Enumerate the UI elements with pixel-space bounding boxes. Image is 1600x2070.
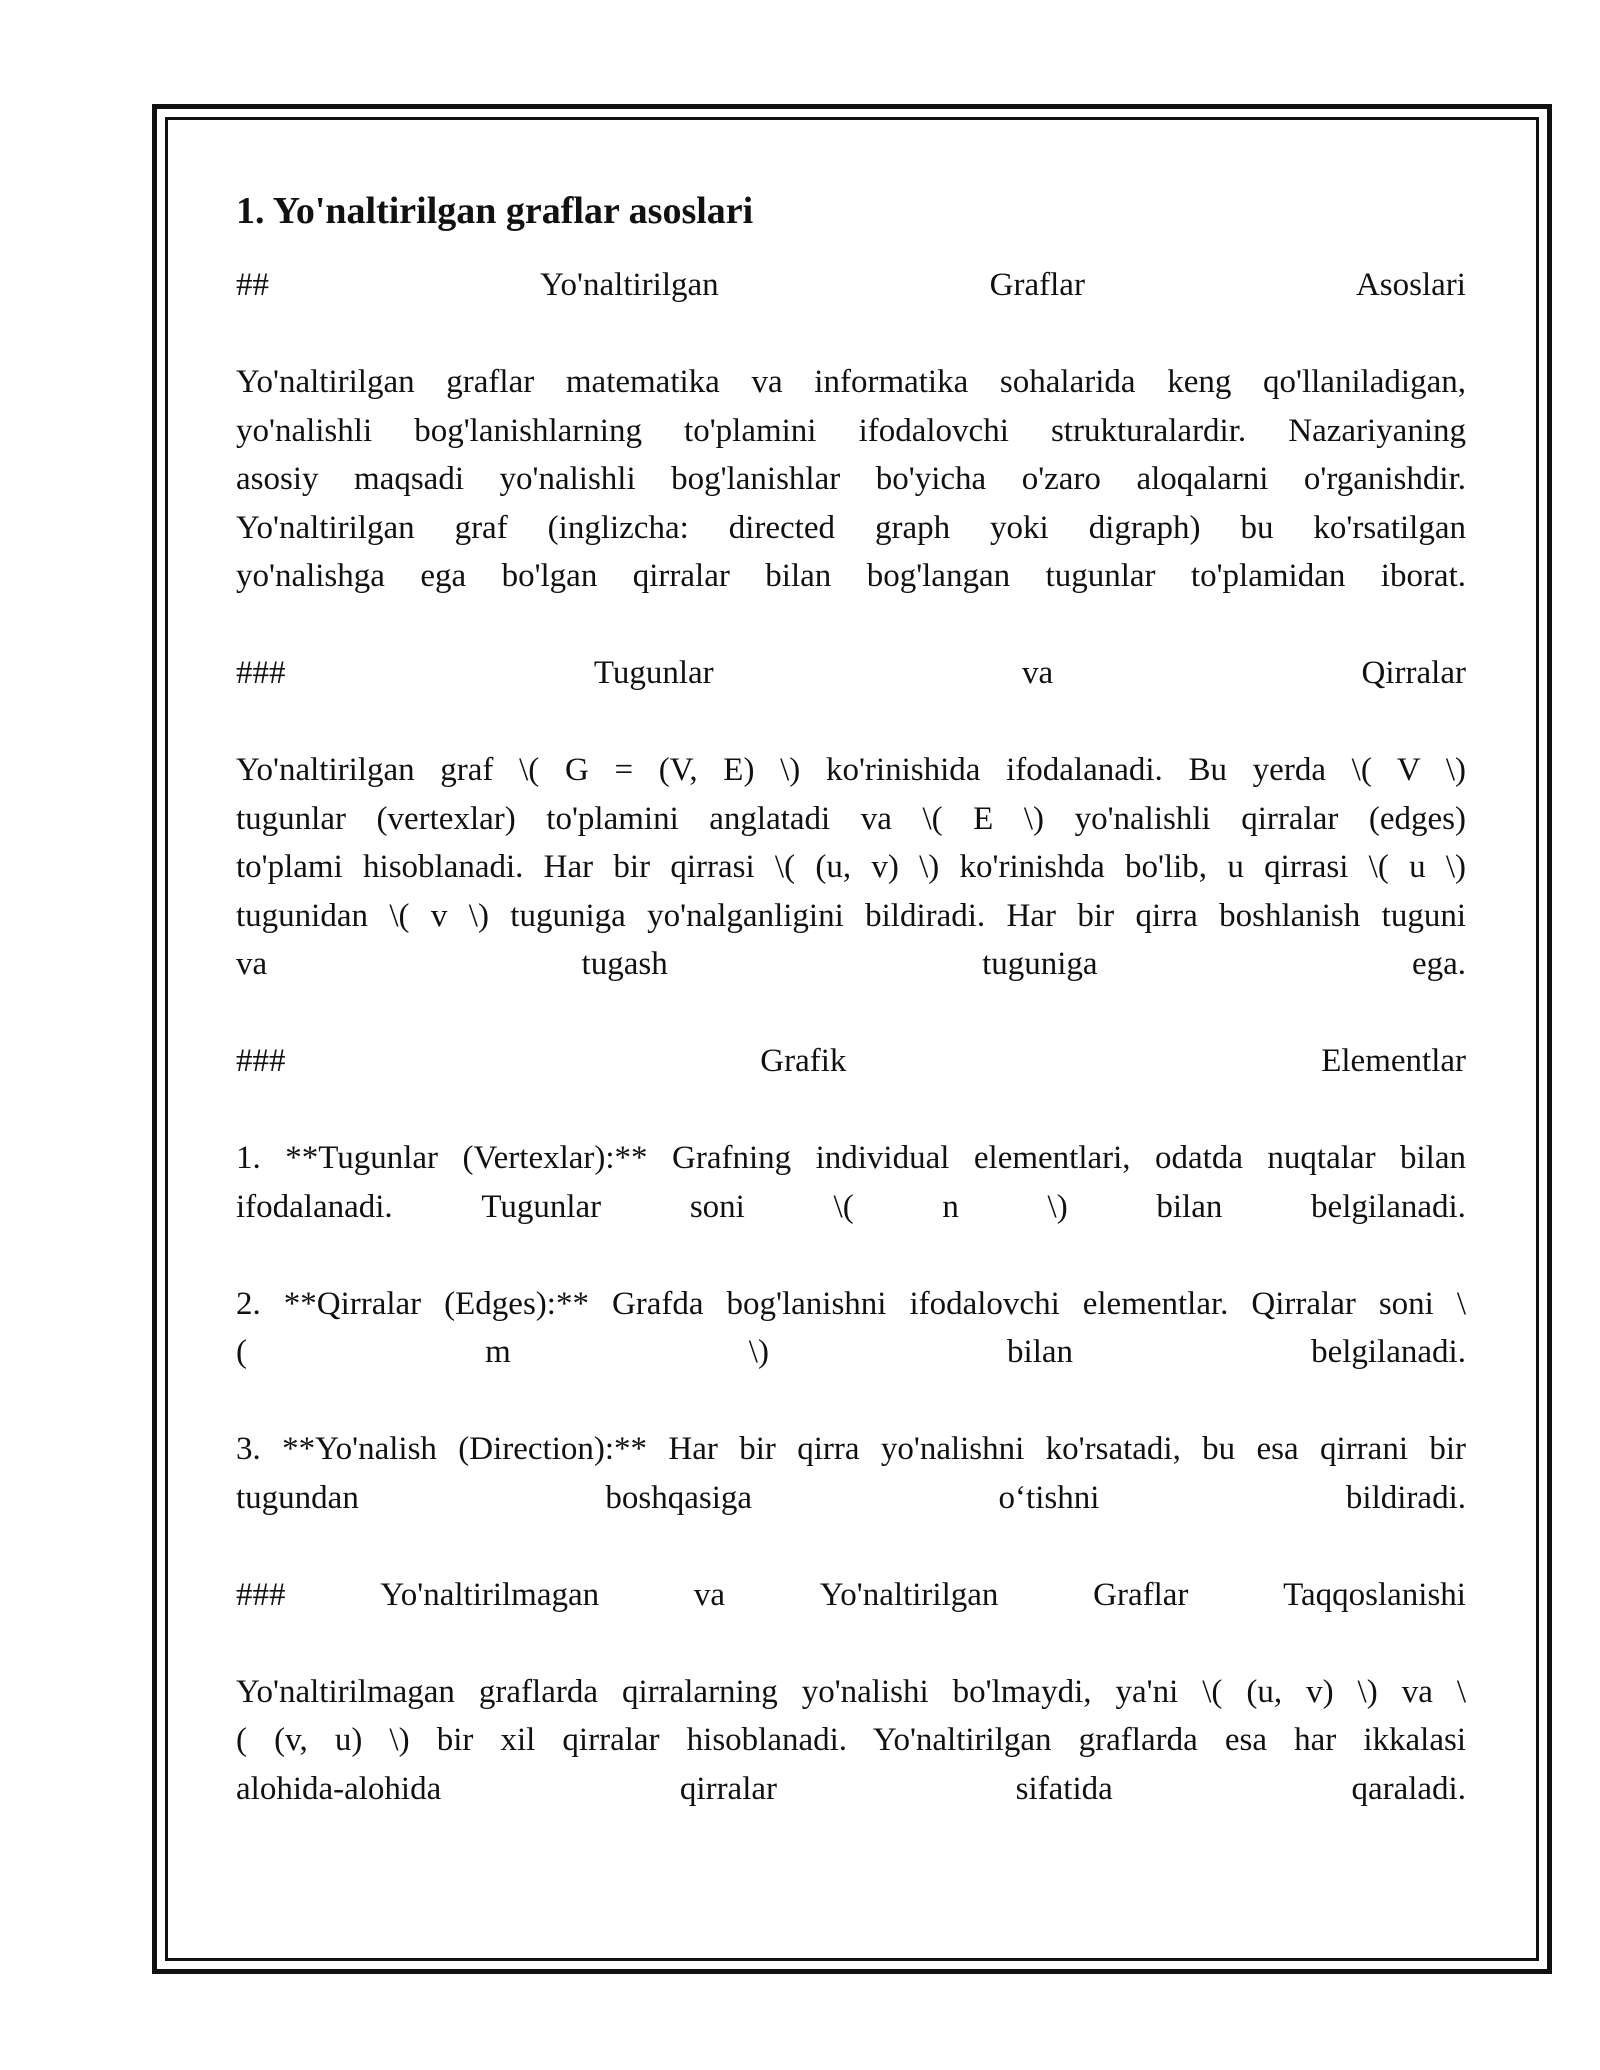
heading-word: Qirralar [1361,655,1466,691]
paragraph-line: Yo'naltirilgan graf \( G = (V, E) \) ko'rinishida ifodalanadi. Bu yerda \( V \) [236,752,1466,788]
section-heading-vertices-edges [236,649,1466,698]
list-item-direction [236,1425,1466,1522]
word: belgilanadi. [1311,1334,1466,1370]
heading-word: ### [236,1043,286,1079]
word: tugundan [236,1479,359,1516]
word: boshqasiga [605,1479,753,1516]
word: o‘tishni [998,1479,1100,1516]
word: va [236,946,268,982]
paragraph-line: yo'nalishga ega bo'lgan qirralar bilan bog'langan tugunlar to'plamidan iborat. [236,558,1466,594]
heading-word: Asoslari [1355,267,1466,303]
word: \) [748,1334,769,1370]
word: ( [236,1334,247,1370]
section-heading-comparison [236,1571,1466,1620]
heading-word: Yo'naltirilgan [819,1576,999,1613]
word: ega. [1411,946,1466,982]
word: m [485,1334,511,1370]
paragraph-line: 2. **Qirralar (Edges):** Grafda bog'lanishni ifodalovchi elementlar. Qirralar soni \ [236,1285,1466,1322]
word: bildiradi. [1345,1479,1466,1516]
word: tuguniga [982,946,1098,982]
paragraph-line: tugunlar (vertexlar) to'plamini anglatadi va \( E \) yo'nalishli qirralar (edges) [236,800,1466,837]
heading-word: Taqqoslanishi [1283,1576,1466,1613]
heading-word: Yo'naltirilmagan [380,1576,600,1613]
section-heading-graphic-elements [236,1037,1466,1086]
paragraph-line [236,1474,1466,1523]
word: \) [1047,1188,1068,1225]
word: n [942,1188,959,1225]
word: sifatida [1015,1770,1113,1807]
heading-word: va [1022,655,1054,691]
paragraph-line: tugunidan \( v \) tuguniga yo'nalganligini bildiradi. Har bir qirra boshlanish tuguni [236,897,1466,934]
heading-word: ### [236,655,286,691]
page-title: 1. Yo'naltirilgan graflar asoslari [236,190,754,232]
paragraph-line [236,940,1466,989]
heading-word: Graflar [1093,1576,1189,1613]
heading-word: ### [236,1576,286,1613]
heading-word: Elementlar [1321,1043,1466,1079]
heading-word: Graflar [989,267,1085,303]
word: tugash [581,946,668,982]
word: qirralar [679,1770,778,1807]
word: bilan [1007,1334,1074,1370]
paragraph-line: yo'nalishli bog'lanishlarning to'plamini ifodalovchi strukturalardir. Nazariyaning [236,412,1466,449]
heading-word: ## [236,267,269,303]
word: bilan [1156,1188,1223,1225]
list-item-vertices [236,1134,1466,1231]
paragraph-line: asosiy maqsadi yo'nalishli bog'lanishlar bo'yicha o'zaro aloqalarni o'rganishdir. [236,461,1466,497]
heading-word: va [693,1576,726,1613]
word: \( [833,1188,854,1225]
comparison-paragraph [236,1668,1466,1814]
paragraph-line [236,1183,1466,1232]
paragraph-line: Yo'naltirilmagan graflarda qirralarning yo'nalishi bo'lmaydi, ya'ni \( (u, v) \) va \ [236,1673,1466,1710]
word: ifodalanadi. [236,1188,393,1225]
word: belgilanadi. [1311,1188,1466,1225]
word: alohida-alohida [236,1770,442,1807]
paragraph-line: 1. **Tugunlar (Vertexlar):** Grafning individual elementlari, odatda nuqtalar bilan [236,1140,1466,1176]
document-body [236,187,1466,1813]
paragraph-line [236,1328,1466,1377]
heading-word: Tugunlar [593,655,714,691]
paragraph-line: Yo'naltirilgan graf (inglizcha: directed graph yoki digraph) bu ko'rsatilgan [236,509,1466,546]
section-heading-graph-basics [236,261,1466,310]
heading-word: Yo'naltirilgan [540,267,719,303]
list-item-edges [236,1280,1466,1377]
word: Tugunlar [481,1188,602,1225]
paragraph-line: ( (v, u) \) bir xil qirralar hisoblanadi. Yo'naltirilgan graflarda esa har ikkalasi [236,1722,1466,1758]
paragraph-line: Yo'naltirilgan graflar matematika va informatika sohalarida keng qo'llaniladigan, [236,364,1466,400]
vertices-edges-paragraph [236,746,1466,989]
paragraph-line: to'plami hisoblanadi. Har bir qirrasi \( (u, v) \) ko'rinishda bo'lib, u qirrasi \( u \) [236,849,1466,885]
paragraph-line: 3. **Yo'nalish (Direction):** Har bir qirra yo'nalishni ko'rsatadi, bu esa qirrani bir [236,1431,1466,1467]
word: qaraladi. [1351,1770,1466,1807]
paragraph-line [236,1765,1466,1814]
heading-word: Grafik [760,1043,847,1079]
intro-paragraph [236,358,1466,601]
word: soni [689,1188,745,1225]
